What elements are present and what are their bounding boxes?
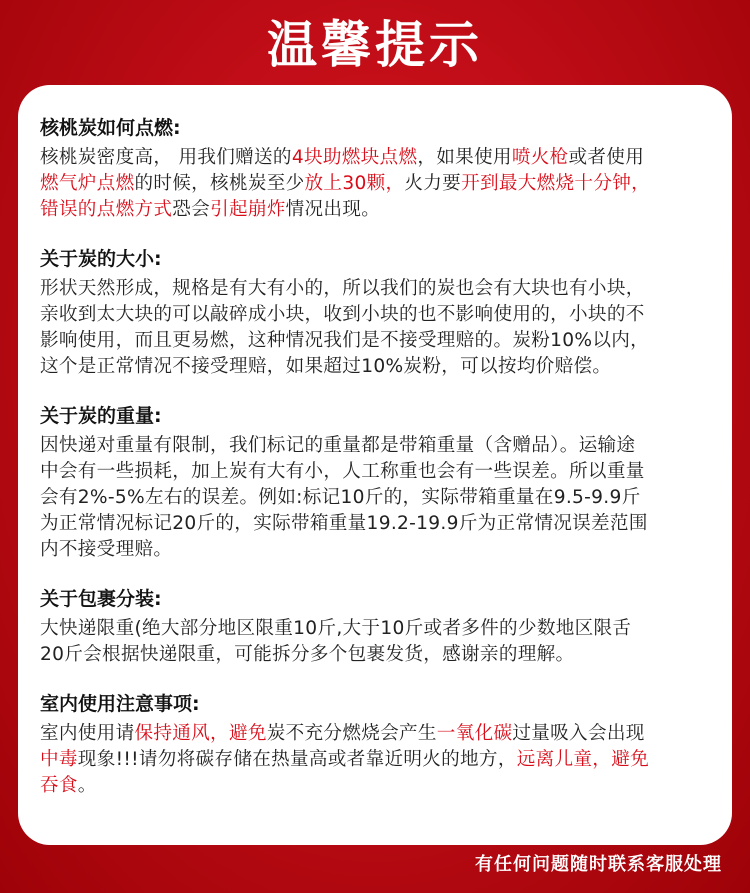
highlighted-text: 燃气炉点燃	[40, 173, 135, 194]
body-text: 内不接受理赔。	[40, 539, 173, 560]
notice-section	[40, 113, 720, 223]
highlighted-text: 保持通风，避免	[134, 723, 267, 744]
text-line	[40, 302, 720, 328]
text-line	[40, 485, 720, 511]
highlighted-text: 引起崩炸	[210, 199, 286, 220]
notice-section	[40, 689, 720, 799]
body-text: 亲收到太大块的可以敲碎成小块，收到小块的也不影响使用的，小块的不	[40, 304, 645, 325]
body-text: 因快递对重量有限制，我们标记的重量都是带箱重量（含赠品）。运输途	[40, 435, 636, 456]
body-text: 20斤会根据快递限重，可能拆分多个包裹发货，感谢亲的理解。	[40, 644, 575, 665]
text-line	[40, 145, 720, 171]
body-text: 炭不充分燃烧会产生	[266, 723, 437, 744]
text-line	[40, 721, 720, 747]
body-text: 室内使用请	[40, 723, 135, 744]
highlighted-text: 喷火枪	[511, 147, 569, 168]
section-heading: 关于炭的重量:	[40, 405, 162, 427]
text-line	[40, 642, 720, 668]
page-title: 温馨提示	[267, 16, 483, 74]
body-text: 影响使用，而且更易燃，这种情况我们是不接受理赔的。炭粉10%以内，	[40, 330, 650, 351]
highlighted-text: 吞食	[40, 775, 78, 796]
body-text: 。	[77, 775, 97, 796]
footer-contact-note: 有任何问题随时联系客服处理	[475, 854, 722, 875]
section-heading: 室内使用注意事项:	[40, 693, 200, 715]
body-text: 核桃炭密度高， 用我们赠送的	[40, 147, 292, 168]
text-line	[40, 171, 720, 197]
text-line	[40, 328, 720, 354]
section-heading: 关于炭的大小:	[40, 248, 162, 270]
section-heading: 关于包裹分装:	[40, 588, 162, 610]
highlighted-text: 开到最大燃烧十分钟，	[461, 173, 651, 194]
notice-card	[18, 85, 732, 845]
text-line	[40, 773, 720, 799]
highlighted-text: 4块助燃块点燃	[291, 147, 418, 168]
text-line	[40, 537, 720, 563]
body-text: 这个是正常情况不接受理赔，如果超过10%炭粉，可以按均价赔偿。	[40, 356, 612, 377]
body-text: 中会有一些损耗，加上炭有大有小，人工称重也会有一些误差。所以重量	[40, 461, 645, 482]
highlighted-text: 远离儿童，避免	[516, 749, 649, 770]
section-heading: 核桃炭如何点燃:	[40, 117, 181, 139]
body-text: 或者使用	[568, 147, 645, 168]
body-text: 恐会	[172, 199, 211, 220]
notice-section	[40, 584, 720, 668]
text-line	[40, 459, 720, 485]
notice-content	[40, 113, 720, 820]
body-text: 为正常情况标记20斤的，实际带箱重量19.2-19.9斤为正常情况误差范围	[40, 513, 648, 534]
notice-section	[40, 401, 720, 563]
highlighted-text: 中毒	[40, 749, 78, 770]
text-line	[40, 276, 720, 302]
highlighted-text: 放上30颗，	[304, 173, 405, 194]
body-text: 会有2%-5%左右的误差。例如:标记10斤的，实际带箱重量在9.5-9.9斤	[40, 487, 641, 508]
body-text: 情况出现。	[285, 199, 381, 220]
body-text: 形状天然形成，规格是有大有小的，所以我们的炭也会有大块也有小块，	[40, 278, 645, 299]
body-text: 过量吸入会出现	[512, 723, 645, 744]
notice-section	[40, 244, 720, 380]
highlighted-text: 错误的点燃方式	[40, 199, 173, 220]
text-line	[40, 354, 720, 380]
text-line	[40, 747, 720, 773]
text-line	[40, 197, 720, 223]
text-line	[40, 616, 720, 642]
highlighted-text: 一氧化碳	[436, 723, 513, 744]
body-text: 火力要	[404, 173, 462, 194]
body-text: 的时候，核桃炭至少	[134, 173, 305, 194]
body-text: 大快递限重(绝大部分地区限重10斤,大于10斤或者多件的少数地区限舌	[40, 618, 632, 639]
body-text: ，如果使用	[417, 147, 512, 168]
text-line	[40, 433, 720, 459]
text-line	[40, 511, 720, 537]
body-text: 现象!!!请勿将碳存储在热量高或者靠近明火的地方，	[77, 749, 517, 770]
